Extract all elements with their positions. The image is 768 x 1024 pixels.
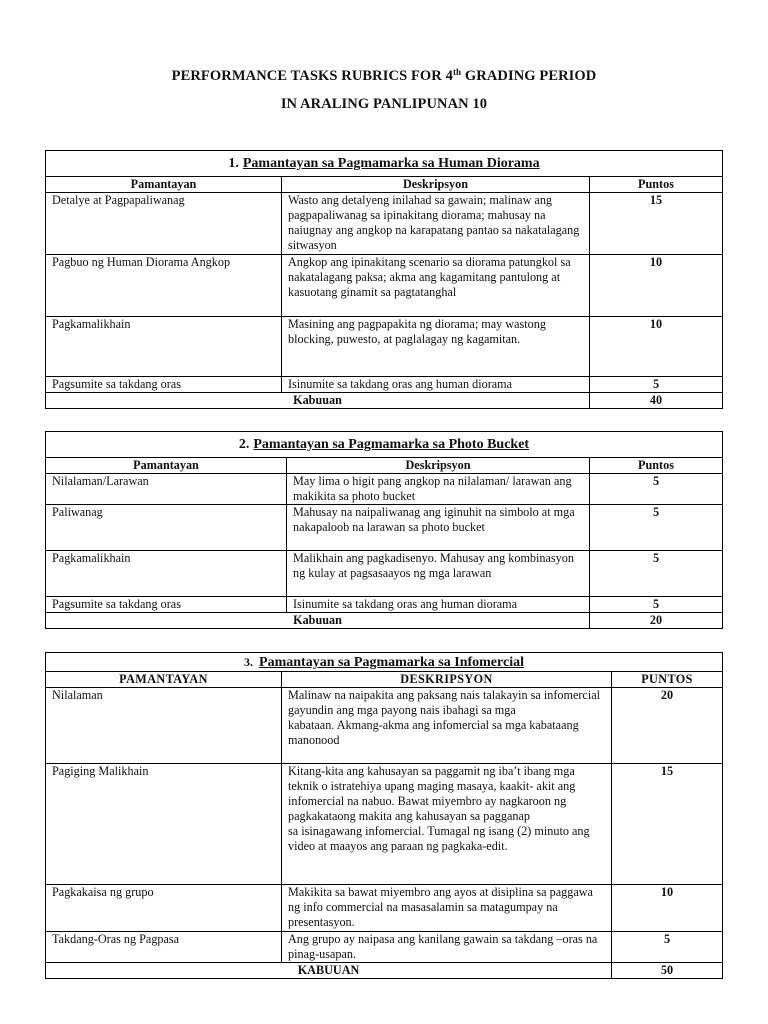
- criterion-cell: Pagsumite sa takdang oras: [46, 597, 287, 613]
- criterion-cell: Nilalaman: [46, 688, 282, 764]
- description-line: Kitang-kita ang kahusayan sa paggamit ng iba’t ibang mga teknik o istratehiya upang maging masaya, kaakit- akit ang infomercial na nabuo. Bawat miyembro ay nagkaroon ng pagkakataong makita ang kahusayan sa pagganap: [288, 764, 576, 823]
- points-cell: 10: [590, 317, 723, 377]
- table-row: [46, 193, 723, 255]
- total-points: 40: [590, 393, 723, 409]
- criterion-cell: Takdang-Oras ng Pagpasa: [46, 932, 282, 963]
- column-header-deskripsyon: DESKRIPSYON: [282, 672, 612, 688]
- table-row: [46, 474, 723, 505]
- rubric-table-human-diorama: [45, 150, 723, 409]
- table-row: [46, 377, 723, 393]
- points-cell: 5: [590, 377, 723, 393]
- criterion-cell: Nilalaman/Larawan: [46, 474, 287, 505]
- description-cell: Mahusay na naipaliwanag ang iginuhit na simbolo at mga nakapaloob na larawan sa photo bucket: [287, 505, 590, 551]
- total-points: 50: [612, 963, 723, 979]
- rubric-title: 2. Pamantayan sa Pagmamarka sa Photo Bucket: [46, 432, 723, 458]
- description-cell: Masining ang pagpapakita ng diorama; may wastong blocking, puwesto, at paglalagay ng kagamitan.: [282, 317, 590, 377]
- description-cell: May lima o higit pang angkop na nilalaman/ larawan ang makikita sa photo bucket: [287, 474, 590, 505]
- criterion-cell: Pagsumite sa takdang oras: [46, 377, 282, 393]
- criterion-cell: Pagkakaisa ng grupo: [46, 885, 282, 932]
- document-title: PERFORMANCE TASKS RUBRICS FOR 4th GRADING PERIOD: [171, 67, 597, 84]
- description-cell: [282, 932, 612, 963]
- column-header-puntos: Puntos: [590, 177, 723, 193]
- description-cell: Isinumite sa takdang oras ang human diorama: [287, 597, 590, 613]
- description-cell: Wasto ang detalyeng inilahad sa gawain; malinaw ang pagpapaliwanag sa ipinakitang diorama; mahusay na naiugnay ang angkop na karapatang pantao sa nakatalagang sitwasyon: [282, 193, 590, 255]
- points-cell: 15: [612, 764, 723, 885]
- table-row: [46, 255, 723, 317]
- column-header-pamantayan: Pamantayan: [46, 458, 287, 474]
- total-row: [46, 963, 723, 979]
- rubric-table-infomercial: [45, 652, 723, 979]
- points-cell: 15: [590, 193, 723, 255]
- description-cell: [282, 885, 612, 932]
- description-cell: [282, 688, 612, 764]
- criterion-cell: Pagkamalikhain: [46, 551, 287, 597]
- criterion-cell: Detalye at Pagpapaliwanag: [46, 193, 282, 255]
- table-row: [46, 597, 723, 613]
- table-row: [46, 885, 723, 932]
- column-header-deskripsyon: Deskripsyon: [287, 458, 590, 474]
- criterion-cell: Pagiging Malikhain: [46, 764, 282, 885]
- points-cell: 10: [612, 885, 723, 932]
- criterion-cell: Paliwanag: [46, 505, 287, 551]
- table-row: [46, 764, 723, 885]
- total-label: Kabuuan: [46, 613, 590, 629]
- rubric-title: 3. Pamantayan sa Pagmamarka sa Infomercial: [46, 653, 723, 672]
- description-line: kabataan. Akmang-akma ang infomercial sa mga kabataang manonood: [288, 718, 579, 747]
- description-cell: Isinumite sa takdang oras ang human diorama: [282, 377, 590, 393]
- table-row: [46, 505, 723, 551]
- table-row: [46, 551, 723, 597]
- points-cell: 5: [590, 474, 723, 505]
- total-row: [46, 393, 723, 409]
- column-header-puntos: PUNTOS: [612, 672, 723, 688]
- table-row: [46, 317, 723, 377]
- description-cell: Angkop ang ipinakitang scenario sa diorama patungkol sa nakatalagang paksa; akma ang kagamitang pantulong at kasuotang ginamit sa pagtatanghal: [282, 255, 590, 317]
- table-row: [46, 932, 723, 963]
- column-header-pamantayan: Pamantayan: [46, 177, 282, 193]
- points-cell: 5: [590, 551, 723, 597]
- criterion-cell: Pagkamalikhain: [46, 317, 282, 377]
- table-row: [46, 688, 723, 764]
- total-row: [46, 613, 723, 629]
- points-cell: 5: [612, 932, 723, 963]
- description-cell: Malikhain ang pagkadisenyo. Mahusay ang kombinasyon ng kulay at pagsasaayos ng mga larawan: [287, 551, 590, 597]
- description-line: Ang grupo ay naipasa ang kanilang gawain sa takdang –oras na pinag-usapan.: [288, 932, 598, 961]
- description-line: sa isinagawang infomercial. Tumagal ng isang (2) minuto ang video at maayos ang paraan ng pagkaka-edit.: [288, 824, 590, 853]
- points-cell: 10: [590, 255, 723, 317]
- points-cell: 5: [590, 505, 723, 551]
- description-cell: [282, 764, 612, 885]
- description-line: Malinaw na naipakita ang paksang nais talakayin sa infomercial gayundin ang mga payong nais ibahagi sa mga: [288, 688, 601, 717]
- rubric-table-photo-bucket: [45, 431, 723, 629]
- total-label: Kabuuan: [46, 393, 590, 409]
- column-header-deskripsyon: Deskripsyon: [282, 177, 590, 193]
- column-header-pamantayan: PAMANTAYAN: [46, 672, 282, 688]
- points-cell: 20: [612, 688, 723, 764]
- criterion-cell: Pagbuo ng Human Diorama Angkop: [46, 255, 282, 317]
- total-label: KABUUAN: [46, 963, 612, 979]
- column-header-puntos: Puntos: [590, 458, 723, 474]
- total-points: 20: [590, 613, 723, 629]
- rubric-title: 1. Pamantayan sa Pagmamarka sa Human Diorama: [46, 151, 723, 177]
- document-subtitle: IN ARALING PANLIPUNAN 10: [280, 96, 488, 112]
- description-line: Makikita sa bawat miyembro ang ayos at disiplina sa paggawa ng info commercial na masasalamin sa matagumpay na presentasyon.: [288, 885, 593, 929]
- points-cell: 5: [590, 597, 723, 613]
